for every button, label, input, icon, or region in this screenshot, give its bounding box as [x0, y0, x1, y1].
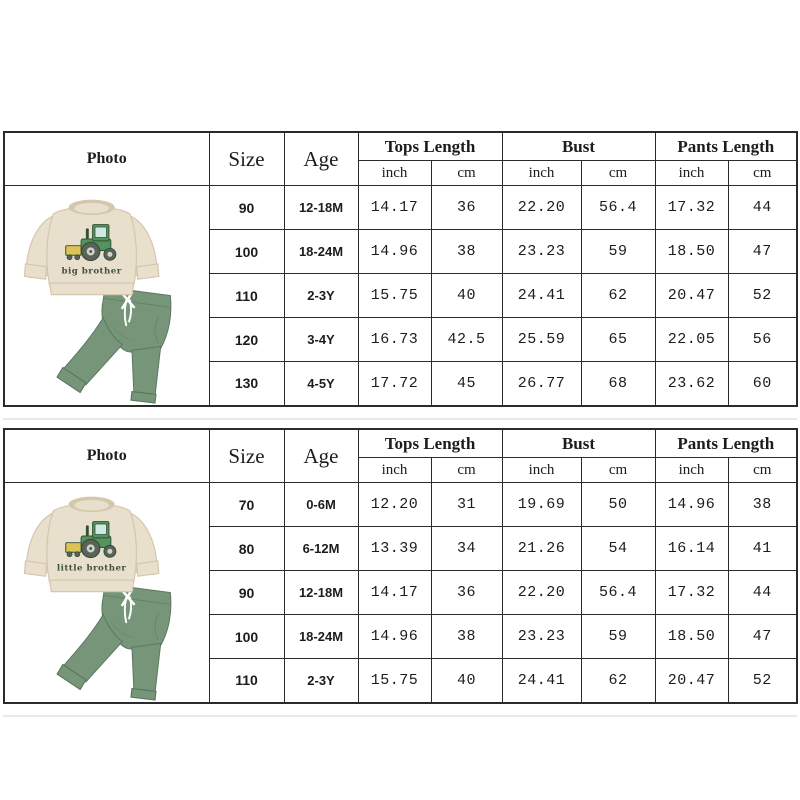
cm-header: cm — [581, 458, 655, 483]
cm-header: cm — [431, 458, 502, 483]
shirt-print-text: big brother — [61, 266, 122, 277]
bust-inch-cell: 22.20 — [502, 186, 581, 230]
tops-cm-cell: 38 — [431, 230, 502, 274]
header-row-groups — [4, 132, 797, 161]
pants-inch-cell: 17.32 — [655, 186, 728, 230]
inch-header: inch — [358, 458, 431, 483]
size-row — [4, 186, 797, 230]
age-cell: 18-24M — [284, 230, 358, 274]
pants-cm-cell: 41 — [728, 527, 797, 571]
pants-inch-cell: 14.96 — [655, 483, 728, 527]
age-cell: 4-5Y — [284, 362, 358, 406]
size-cell: 100 — [209, 230, 284, 274]
tops-cm-cell: 40 — [431, 659, 502, 703]
age-cell: 0-6M — [284, 483, 358, 527]
pants-cm-cell: 44 — [728, 571, 797, 615]
size-header: Size — [209, 429, 284, 483]
pants-length-header: Pants Length — [655, 429, 797, 458]
inch-header: inch — [358, 161, 431, 186]
bust-inch-cell: 24.41 — [502, 274, 581, 318]
product-photo-illustration — [11, 488, 203, 701]
table-drop-shadow — [3, 418, 797, 420]
pants-inch-cell: 17.32 — [655, 571, 728, 615]
bust-inch-cell: 22.20 — [502, 571, 581, 615]
age-cell: 12-18M — [284, 571, 358, 615]
photo-header: Photo — [4, 429, 209, 483]
bust-cm-cell: 54 — [581, 527, 655, 571]
size-cell: 100 — [209, 615, 284, 659]
bust-inch-cell: 26.77 — [502, 362, 581, 406]
tops-cm-cell: 38 — [431, 615, 502, 659]
product-photo-cell — [4, 483, 209, 703]
pants-graphic — [57, 584, 171, 700]
cm-header: cm — [581, 161, 655, 186]
cm-header: cm — [728, 458, 797, 483]
bust-header: Bust — [502, 132, 655, 161]
bust-cm-cell: 62 — [581, 659, 655, 703]
pants-cm-cell: 38 — [728, 483, 797, 527]
age-cell: 2-3Y — [284, 274, 358, 318]
tops-cm-cell: 40 — [431, 274, 502, 318]
cm-header: cm — [728, 161, 797, 186]
size-cell: 80 — [209, 527, 284, 571]
bust-cm-cell: 56.4 — [581, 571, 655, 615]
pants-inch-cell: 20.47 — [655, 274, 728, 318]
tops-inch-cell: 14.96 — [358, 230, 431, 274]
tops-inch-cell: 14.17 — [358, 186, 431, 230]
size-row — [4, 483, 797, 527]
inch-header: inch — [502, 458, 581, 483]
bust-cm-cell: 59 — [581, 230, 655, 274]
size-table — [3, 131, 798, 407]
bust-cm-cell: 62 — [581, 274, 655, 318]
size-table — [3, 428, 798, 704]
pants-cm-cell: 56 — [728, 318, 797, 362]
product-photo-illustration — [11, 191, 203, 404]
inch-header: inch — [502, 161, 581, 186]
age-cell: 6-12M — [284, 527, 358, 571]
size-chart-little-brother — [3, 428, 798, 704]
bust-inch-cell: 21.26 — [502, 527, 581, 571]
shirt-print-text: little brother — [56, 563, 127, 574]
age-header: Age — [284, 132, 358, 186]
pants-inch-cell: 18.50 — [655, 230, 728, 274]
tops-length-header: Tops Length — [358, 429, 502, 458]
size-cell: 90 — [209, 186, 284, 230]
bust-inch-cell: 23.23 — [502, 230, 581, 274]
pants-inch-cell: 18.50 — [655, 615, 728, 659]
inch-header: inch — [655, 161, 728, 186]
pants-cm-cell: 52 — [728, 274, 797, 318]
tops-inch-cell: 12.20 — [358, 483, 431, 527]
tops-cm-cell: 45 — [431, 362, 502, 406]
pants-inch-cell: 23.62 — [655, 362, 728, 406]
cm-header: cm — [431, 161, 502, 186]
pants-inch-cell: 20.47 — [655, 659, 728, 703]
pants-inch-cell: 22.05 — [655, 318, 728, 362]
tops-cm-cell: 42.5 — [431, 318, 502, 362]
tops-cm-cell: 31 — [431, 483, 502, 527]
pants-cm-cell: 52 — [728, 659, 797, 703]
header-row-groups — [4, 429, 797, 458]
tops-cm-cell: 36 — [431, 186, 502, 230]
size-cell: 70 — [209, 483, 284, 527]
size-cell: 130 — [209, 362, 284, 406]
sweatshirt-graphic — [24, 496, 158, 591]
product-photo-cell — [4, 186, 209, 406]
bust-inch-cell: 24.41 — [502, 659, 581, 703]
tops-inch-cell: 14.17 — [358, 571, 431, 615]
pants-graphic — [57, 287, 171, 403]
tops-inch-cell: 15.75 — [358, 659, 431, 703]
tops-cm-cell: 36 — [431, 571, 502, 615]
tops-cm-cell: 34 — [431, 527, 502, 571]
pants-length-header: Pants Length — [655, 132, 797, 161]
size-cell: 110 — [209, 274, 284, 318]
size-chart-big-brother — [3, 131, 798, 407]
tops-inch-cell: 17.72 — [358, 362, 431, 406]
bust-cm-cell: 59 — [581, 615, 655, 659]
age-cell: 2-3Y — [284, 659, 358, 703]
bust-cm-cell: 68 — [581, 362, 655, 406]
bust-inch-cell: 23.23 — [502, 615, 581, 659]
pants-inch-cell: 16.14 — [655, 527, 728, 571]
tops-inch-cell: 16.73 — [358, 318, 431, 362]
pants-cm-cell: 60 — [728, 362, 797, 406]
pants-cm-cell: 47 — [728, 230, 797, 274]
photo-header: Photo — [4, 132, 209, 186]
age-cell: 3-4Y — [284, 318, 358, 362]
sweatshirt-graphic — [24, 199, 158, 294]
bust-cm-cell: 56.4 — [581, 186, 655, 230]
pants-cm-cell: 44 — [728, 186, 797, 230]
bust-inch-cell: 19.69 — [502, 483, 581, 527]
bust-inch-cell: 25.59 — [502, 318, 581, 362]
tops-inch-cell: 13.39 — [358, 527, 431, 571]
tops-length-header: Tops Length — [358, 132, 502, 161]
inch-header: inch — [655, 458, 728, 483]
table-drop-shadow — [3, 715, 797, 717]
bust-cm-cell: 50 — [581, 483, 655, 527]
pants-cm-cell: 47 — [728, 615, 797, 659]
size-header: Size — [209, 132, 284, 186]
bust-header: Bust — [502, 429, 655, 458]
tops-inch-cell: 14.96 — [358, 615, 431, 659]
age-cell: 12-18M — [284, 186, 358, 230]
size-cell: 90 — [209, 571, 284, 615]
size-cell: 120 — [209, 318, 284, 362]
bust-cm-cell: 65 — [581, 318, 655, 362]
age-header: Age — [284, 429, 358, 483]
size-cell: 110 — [209, 659, 284, 703]
tops-inch-cell: 15.75 — [358, 274, 431, 318]
age-cell: 18-24M — [284, 615, 358, 659]
